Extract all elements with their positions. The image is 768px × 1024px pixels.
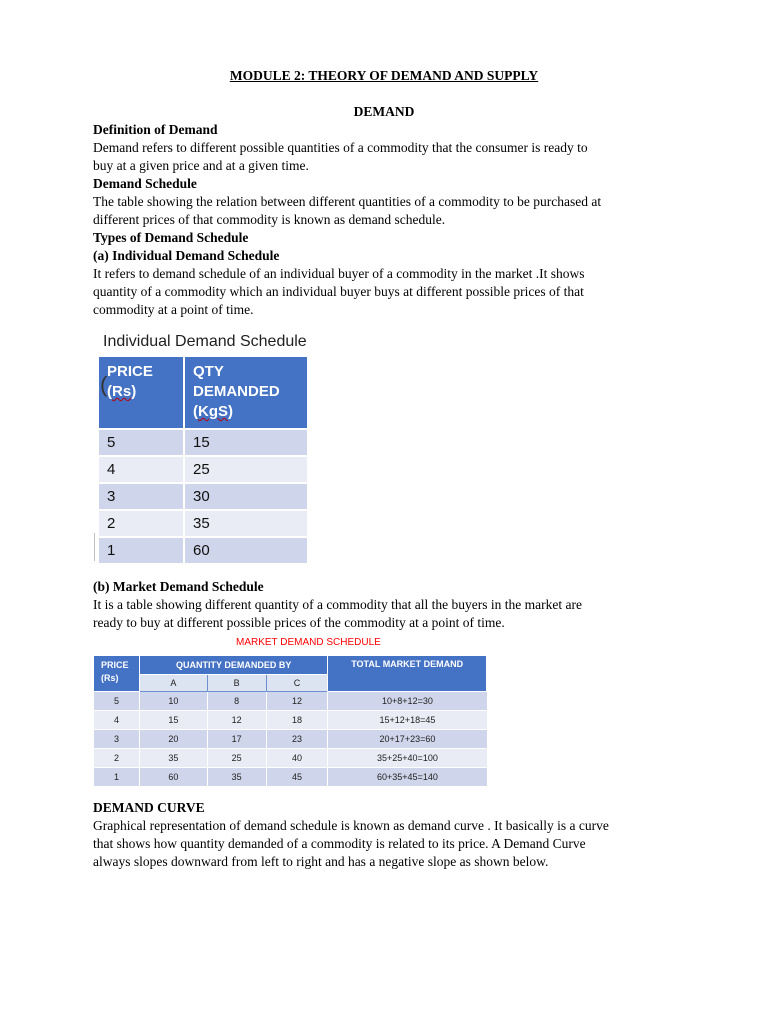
price-cell: 2 xyxy=(99,510,184,537)
spellcheck-word: KgS xyxy=(198,403,228,420)
price-cell: 5 xyxy=(94,692,140,711)
individual-line: quantity of a commodity which an individual buyer buys at different possible prices of that xyxy=(93,284,584,299)
table-row xyxy=(99,537,307,563)
buyer-a-cell: 60 xyxy=(139,768,207,787)
curve-line: that shows how quantity demanded of a commodity is related to its price. A Demand Curve xyxy=(93,836,586,851)
table-row xyxy=(99,429,307,456)
price-header: PRICE (Rs) xyxy=(94,656,140,692)
buyer-c-header: C xyxy=(266,675,328,692)
price-cell: 4 xyxy=(94,711,140,730)
curve-line: Graphical representation of demand schedule is known as demand curve . It basically is a curve xyxy=(93,818,609,833)
price-header: PRICE (Rs) xyxy=(99,357,184,429)
qty-cell: 15 xyxy=(184,429,307,456)
total-market-demand-header: TOTAL MARKET DEMAND xyxy=(328,656,487,692)
individual-line: commodity at a point of time. xyxy=(93,302,254,317)
quantity-demanded-by-header: QUANTITY DEMANDED BY xyxy=(139,656,327,675)
total-cell: 10+8+12=30 xyxy=(328,692,487,711)
price-cell: 2 xyxy=(94,749,140,768)
table-row xyxy=(94,768,487,787)
market-block xyxy=(93,578,683,632)
types-heading: Types of Demand Schedule xyxy=(93,230,249,245)
stray-parenthesis: ( xyxy=(100,372,108,397)
schedule-heading: Demand Schedule xyxy=(93,176,197,191)
buyer-b-cell: 35 xyxy=(207,768,266,787)
price-cell: 3 xyxy=(94,730,140,749)
module-title: MODULE 2: THEORY OF DEMAND AND SUPPLY xyxy=(229,68,539,83)
table-row xyxy=(94,692,487,711)
intro-block xyxy=(93,121,683,319)
buyer-a-header: A xyxy=(139,675,207,692)
curve-line: always slopes downward from left to right and has a negative slope as shown below. xyxy=(93,854,549,869)
total-cell: 60+35+45=140 xyxy=(328,768,487,787)
schedule-line: different prices of that commodity is known as demand schedule. xyxy=(93,212,446,227)
buyer-a-cell: 15 xyxy=(139,711,207,730)
buyer-b-cell: 25 xyxy=(207,749,266,768)
price-cell: 4 xyxy=(99,456,184,483)
buyer-c-cell: 18 xyxy=(266,711,328,730)
table-row xyxy=(99,456,307,483)
buyer-b-cell: 8 xyxy=(207,692,266,711)
table-row xyxy=(94,711,487,730)
individual-line: It refers to demand schedule of an individual buyer of a commodity in the market .It shows xyxy=(93,266,585,281)
total-cell: 35+25+40=100 xyxy=(328,749,487,768)
spellcheck-word: Rs xyxy=(112,383,132,400)
price-cell: 1 xyxy=(94,768,140,787)
definition-heading: Definition of Demand xyxy=(93,122,218,137)
price-cell: 5 xyxy=(99,429,184,456)
table-row xyxy=(99,483,307,510)
qty-header: QTY DEMANDED (KgS) xyxy=(184,357,307,429)
individual-heading: (a) Individual Demand Schedule xyxy=(93,248,280,263)
buyer-b-cell: 12 xyxy=(207,711,266,730)
price-cell: 3 xyxy=(99,483,184,510)
curve-heading: DEMAND CURVE xyxy=(93,800,205,815)
price-cell: 1 xyxy=(99,537,184,563)
table-row xyxy=(99,510,307,537)
curve-block xyxy=(93,799,683,871)
individual-demand-table xyxy=(99,357,307,563)
qty-cell: 35 xyxy=(184,510,307,537)
qty-cell: 30 xyxy=(184,483,307,510)
definition-line: buy at a given price and at a given time. xyxy=(93,158,309,173)
qty-cell: 60 xyxy=(184,537,307,563)
table-row xyxy=(94,730,487,749)
total-cell: 20+17+23=60 xyxy=(328,730,487,749)
market-demand-table xyxy=(93,655,487,786)
qty-cell: 25 xyxy=(184,456,307,483)
buyer-b-header: B xyxy=(207,675,266,692)
table-row xyxy=(94,749,487,768)
buyer-a-cell: 35 xyxy=(139,749,207,768)
total-cell: 15+12+18=45 xyxy=(328,711,487,730)
section-title: DEMAND xyxy=(353,104,415,119)
market-heading: (b) Market Demand Schedule xyxy=(93,579,264,594)
buyer-a-cell: 20 xyxy=(139,730,207,749)
market-line: It is a table showing different quantity of a commodity that all the buyers in the market are xyxy=(93,597,582,612)
buyer-c-cell: 23 xyxy=(266,730,328,749)
buyer-c-cell: 12 xyxy=(266,692,328,711)
schedule-line: The table showing the relation between different quantities of a commodity to be purchased at xyxy=(93,194,602,209)
definition-line: Demand refers to different possible quantities of a commodity that the consumer is ready to xyxy=(93,140,588,155)
text-cursor-bar xyxy=(94,533,95,561)
buyer-c-cell: 40 xyxy=(266,749,328,768)
buyer-a-cell: 10 xyxy=(139,692,207,711)
buyer-b-cell: 17 xyxy=(207,730,266,749)
market-table-title: MARKET DEMAND SCHEDULE xyxy=(236,637,381,648)
buyer-c-cell: 45 xyxy=(266,768,328,787)
market-line: ready to buy at different possible prices of the commodity at a point of time. xyxy=(93,615,505,630)
individual-table-title: Individual Demand Schedule xyxy=(103,333,307,350)
